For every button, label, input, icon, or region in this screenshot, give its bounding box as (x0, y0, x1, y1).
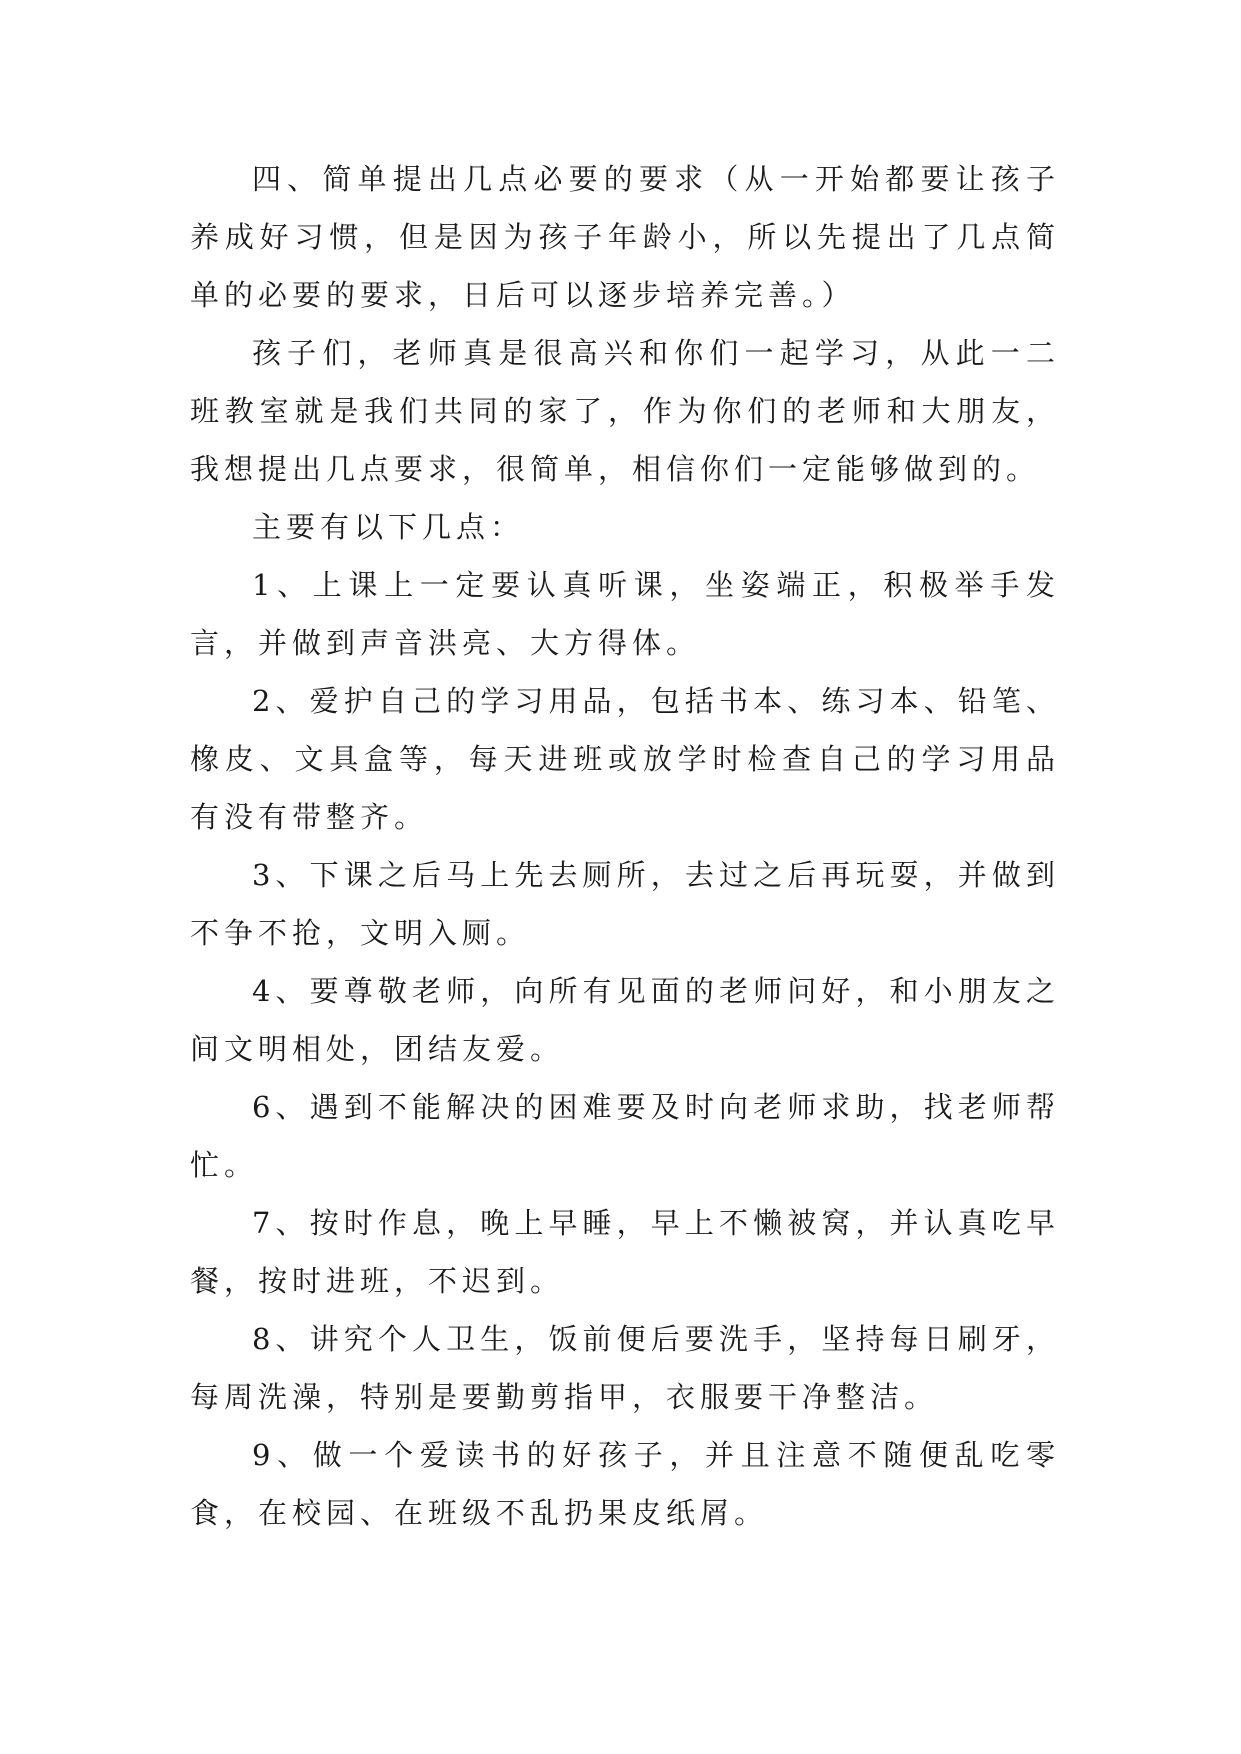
paragraph-main-points-heading: 主要有以下几点： (252, 510, 525, 544)
paragraph-requirements-intro: 四、简单提出几点必要的要求（从一开始都要让孩子养成好习惯，但是因为孩子年龄小，所以先提出了几点简单的必要的要求，日后可以逐步培养完善。） (190, 162, 1060, 312)
paragraph-rule-2: 2、爱护自己的学习用品，包括书本、练习本、铅笔、橡皮、文具盒等，每天进班或放学时检查自己的学习用品有没有带整齐。 (190, 684, 1060, 834)
paragraph-rule-7: 7、按时作息，晚上早睡，早上不懒被窝，并认真吃早餐，按时进班，不迟到。 (190, 1206, 1060, 1298)
document-body (190, 150, 1060, 1542)
paragraph-rule-9: 9、做一个爱读书的好孩子，并且注意不随便乱吃零食，在校园、在班级不乱扔果皮纸屑。 (190, 1438, 1060, 1530)
paragraph-rule-1: 1、上课上一定要认真听课，坐姿端正，积极举手发言，并做到声音洪亮、大方得体。 (190, 568, 1060, 660)
paragraph-rule-4: 4、要尊敬老师，向所有见面的老师问好，和小朋友之间文明相处，团结友爱。 (190, 974, 1060, 1066)
paragraph-teacher-address: 孩子们，老师真是很高兴和你们一起学习，从此一二班教室就是我们共同的家了，作为你们的老师和大朋友，我想提出几点要求，很简单，相信你们一定能够做到的。 (190, 336, 1060, 486)
paragraph-rule-3: 3、下课之后马上先去厕所，去过之后再玩耍，并做到不争不抢，文明入厕。 (190, 858, 1060, 950)
paragraph-rule-8: 8、讲究个人卫生，饭前便后要洗手，坚持每日刷牙，每周洗澡，特别是要勤剪指甲，衣服要干净整洁。 (190, 1322, 1060, 1414)
paragraph-rule-6: 6、遇到不能解决的困难要及时向老师求助，找老师帮忙。 (190, 1090, 1060, 1182)
